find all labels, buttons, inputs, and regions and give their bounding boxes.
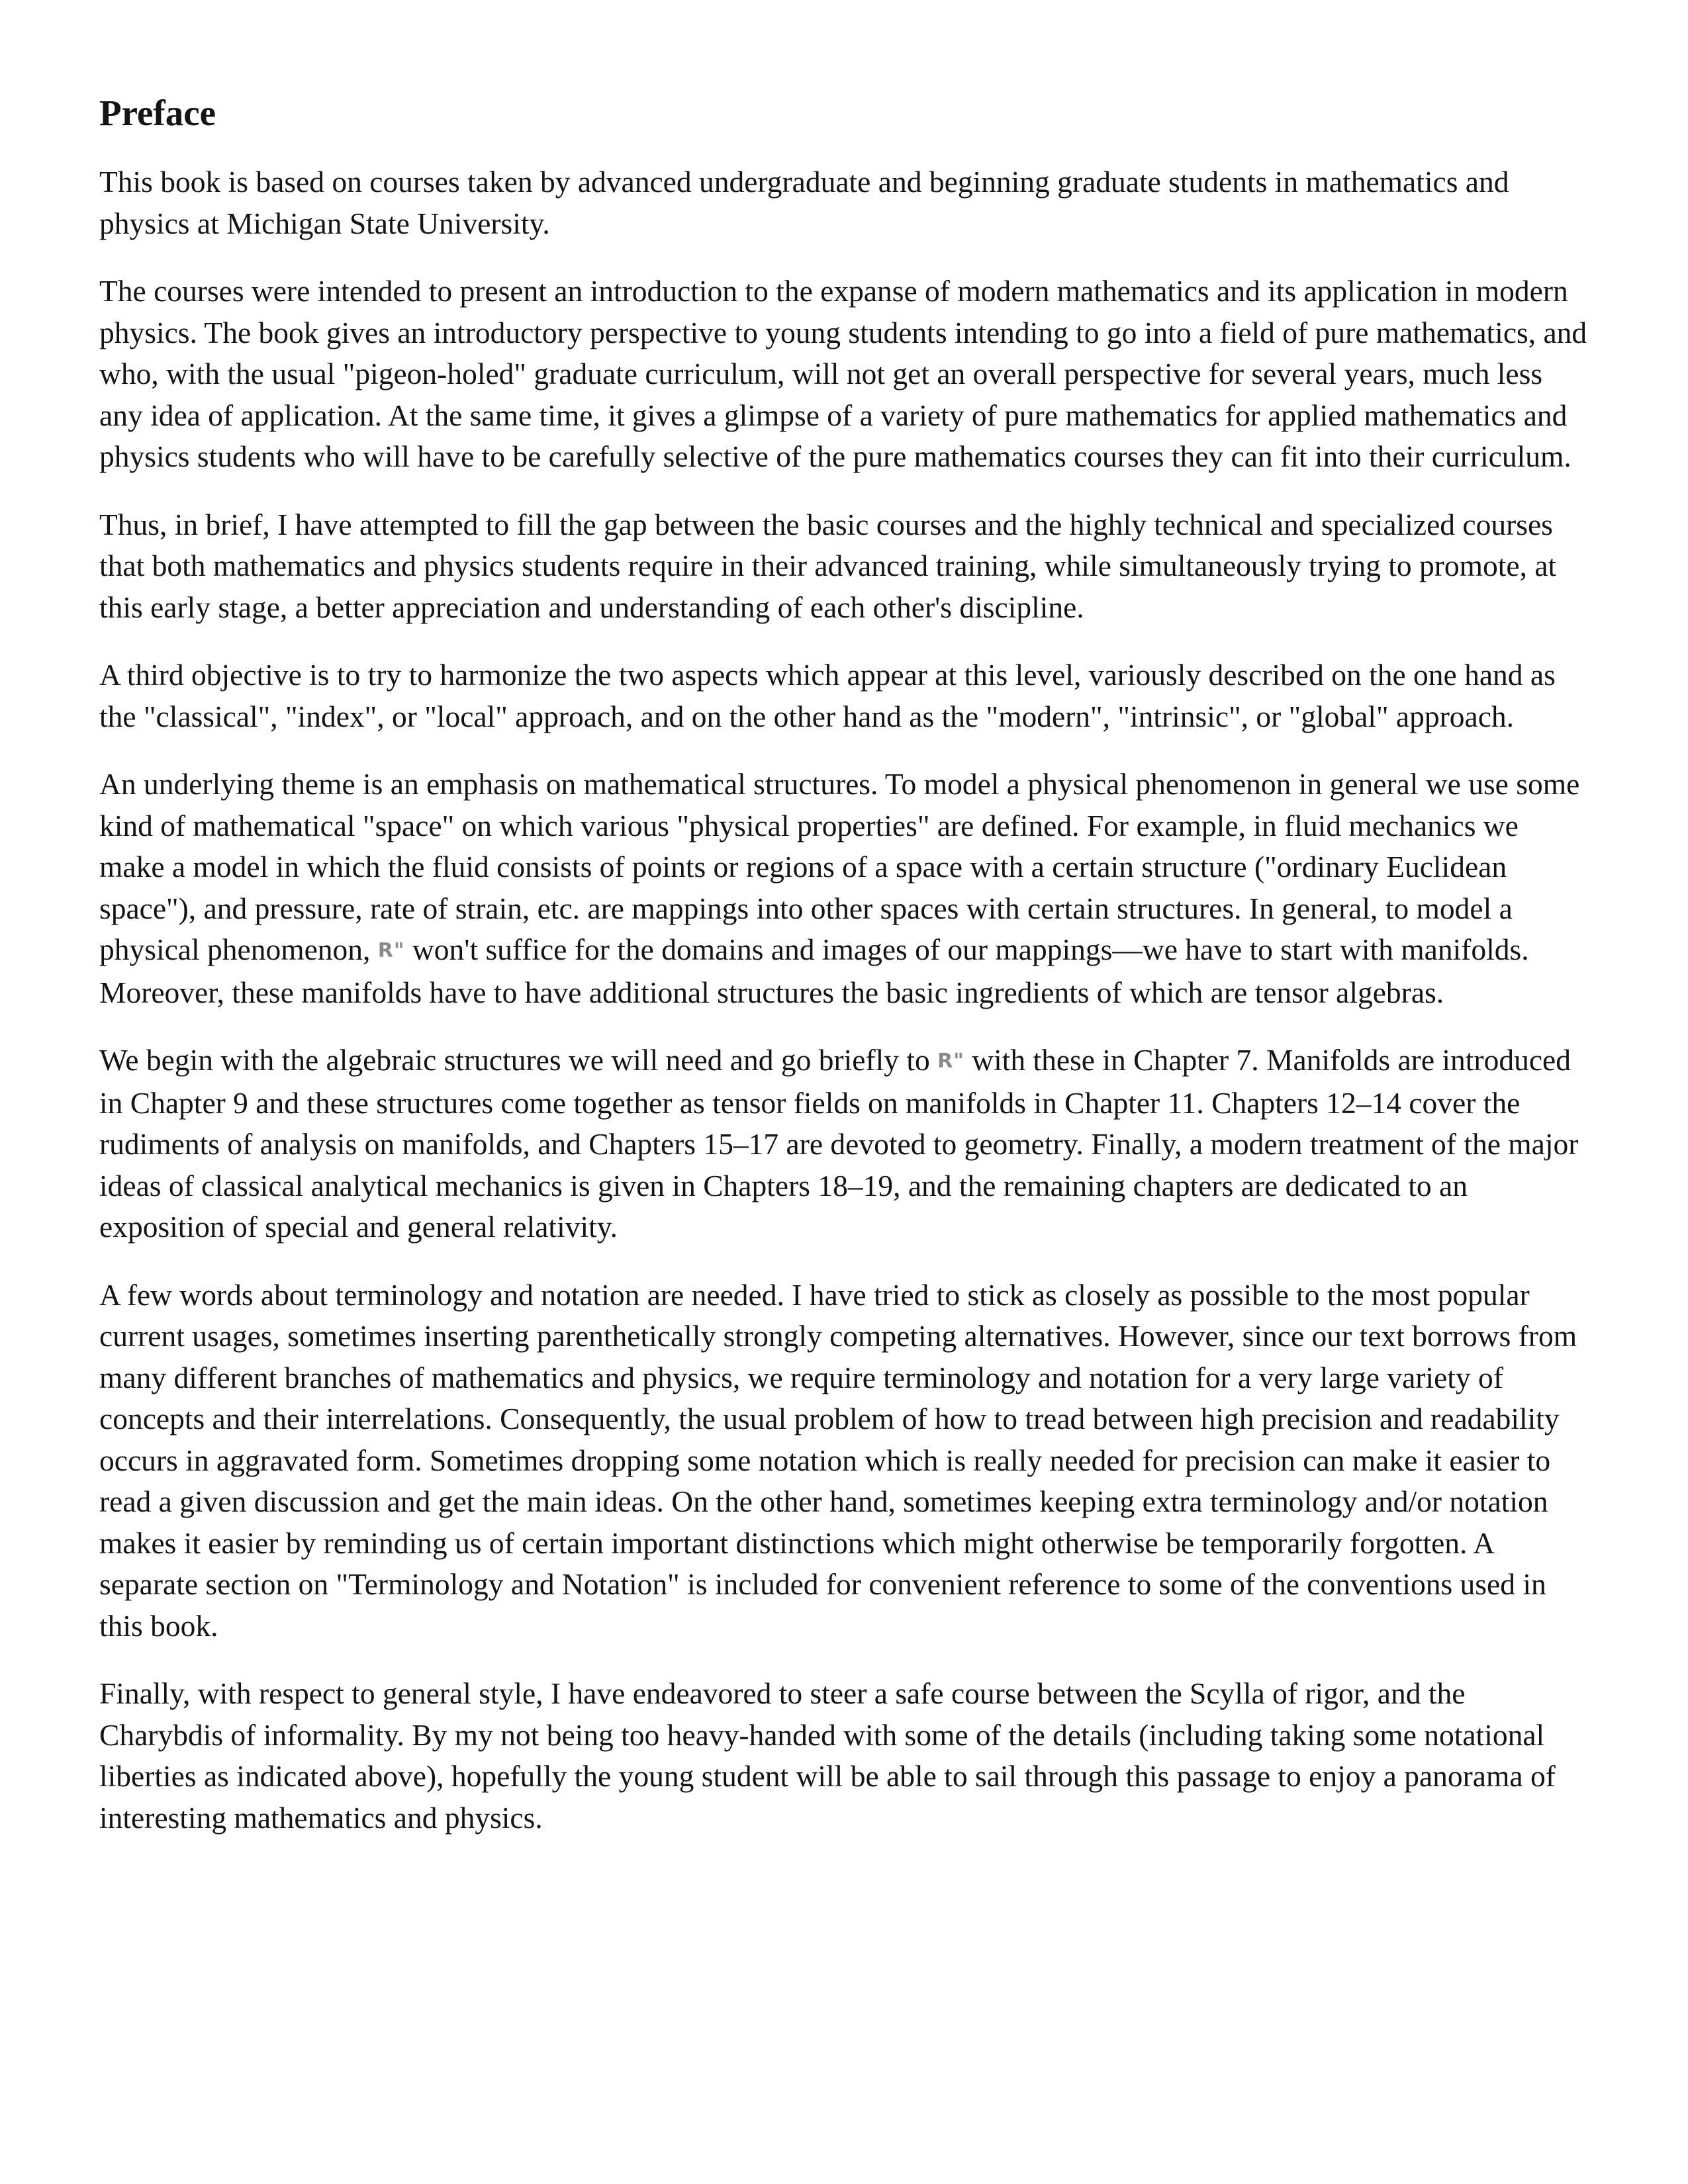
rn-symbol-icon: R" <box>937 1050 964 1073</box>
paragraph-6-text-before: We begin with the algebraic structures we will need and go briefly to <box>99 1043 930 1077</box>
paragraph-5-text-after: won't suffice for the domains and images of our mappings—we have to start with manifolds. Moreover, these manifolds have to have additional structures the basic ingredients of which are tensor algebras. <box>99 933 1529 1009</box>
page-title: Preface <box>99 93 216 133</box>
paragraph-6-text-after: with these in Chapter 7. Manifolds are introduced in Chapter 9 and these structures come together as tensor fields on manifolds in Chapter 11. Chapters 12–14 cover the rudiments of analysis on manifolds, and Chapters 15–17 are devoted to geometry. Finally, a modern treatment of the major ideas of classical analytical mechanics is given in Chapters 18–19, and the remaining chapters are dedicated to an exposition of special and general relativity. <box>99 1043 1579 1244</box>
paragraph-2: The courses were intended to present an introduction to the expanse of modern mathematics and its application in modern physics. The book gives an introductory perspective to young students intending to go into a field of pure mathematics, and who, with the usual "pigeon-holed" graduate curriculum, will not get an overall perspective for several years, much less any idea of application. At the same time, it gives a glimpse of a variety of pure mathematics for applied mathematics and physics students who will have to be carefully selective of the pure mathematics courses they can fit into their curriculum. <box>99 274 1587 473</box>
paragraph-7: A few words about terminology and notation are needed. I have tried to stick as closely as possible to the most popular current usages, sometimes inserting parenthetically strongly competing alternatives. However, since our text borrows from many different branches of mathematics and physics, we require terminology and notation for a very large variety of concepts and their interrelations. Consequently, the usual problem of how to tread between high precision and readability occurs in aggravated form. Sometimes dropping some notation which is really needed for precision can make it easier to read a given discussion and get the main ideas. On the other hand, sometimes keeping extra terminology and/or notation makes it easier by reminding us of certain important distinctions which might otherwise be temporarily forgotten. A separate section on "Terminology and Notation" is included for convenient reference to some of the conventions used in this book. <box>99 1277 1577 1643</box>
rn-symbol-icon: R" <box>377 939 405 962</box>
document-page <box>99 91 1589 1865</box>
paragraph-6 <box>99 1040 1589 1248</box>
paragraph-8: Finally, with respect to general style, I have endeavored to steer a safe course between the Scylla of rigor, and the Charybdis of informality. By my not being too heavy-handed with some of the details (including taking some notational liberties as indicated above), hopefully the young student will be able to sail through this passage to enjoy a panorama of interesting mathematics and physics. <box>99 1676 1556 1835</box>
paragraph-5-text-before: An underlying theme is an emphasis on mathematical structures. To model a physical phenomenon in general we use some kind of mathematical "space" on which various "physical properties" are defined. For example, in fluid mechanics we make a model in which the fluid consists of points or regions of a space with a certain structure ("ordinary Euclidean space"), and pressure, rate of strain, etc. are mappings into other spaces with certain structures. In general, to model a physical phenomenon, <box>99 767 1580 966</box>
paragraph-3: Thus, in brief, I have attempted to fill the gap between the basic courses and the highly technical and specialized courses that both mathematics and physics students require in their advanced training, while simultaneously trying to promote, at this early stage, a better appreciation and understanding of each other's discipline. <box>99 507 1557 624</box>
paragraph-1: This book is based on courses taken by advanced undergraduate and beginning graduate students in mathematics and physics at Michigan State University. <box>99 165 1509 240</box>
paragraph-5 <box>99 764 1589 1013</box>
paragraph-4: A third objective is to try to harmonize the two aspects which appear at this level, variously described on the one hand as the "classical", "index", or "local" approach, and on the other hand as the "modern", "intrinsic", or "global" approach. <box>99 658 1556 733</box>
